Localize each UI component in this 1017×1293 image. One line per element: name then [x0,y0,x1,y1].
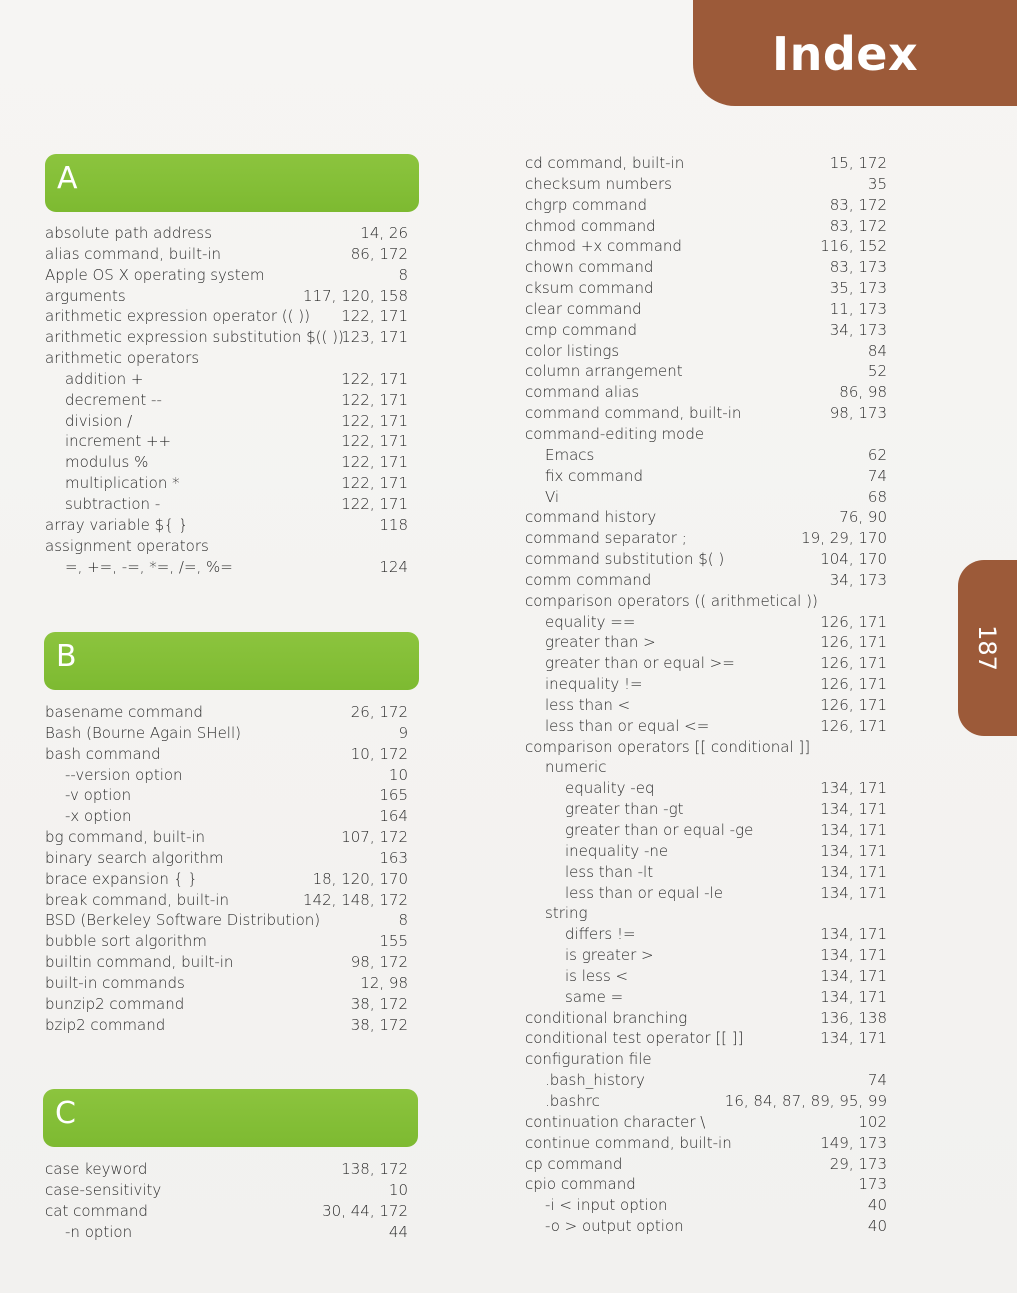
index-entry [525,216,887,237]
index-term: greater than or equal >= [545,654,735,673]
index-entry [45,869,408,890]
index-page-refs: 173 [858,1175,887,1194]
index-entry [525,757,887,778]
index-page-refs: 18, 120, 170 [312,869,408,888]
index-term: inequality != [545,675,643,694]
index-list-c-continued [525,153,887,1237]
index-term: arguments [45,286,126,305]
index-entry [45,1180,408,1201]
index-entry [45,744,408,765]
index-term: is greater > [565,946,654,965]
index-entry [45,890,408,911]
index-page-refs: 165 [379,786,408,805]
index-entry [45,265,408,286]
index-page-refs: 164 [379,807,408,826]
index-entry [45,806,408,827]
index-entry [45,931,408,952]
index-entry [45,515,408,536]
index-entry [525,1049,887,1070]
page-title: Index [772,27,919,81]
index-term: arithmetic expression operator (( )) [45,307,310,326]
index-term: cksum command [525,279,654,298]
index-page-refs: 76, 90 [839,508,887,527]
index-term: chown command [525,258,654,277]
index-term: -i < input option [545,1196,668,1215]
index-entry [525,903,887,924]
index-page-refs: 126, 171 [820,716,887,735]
index-entry [45,765,408,786]
index-page-refs: 134, 171 [820,946,887,965]
index-entry [525,987,887,1008]
index-entry [525,174,887,195]
index-entry [525,1174,887,1195]
index-page-refs: 134, 171 [820,779,887,798]
index-entry [45,910,408,931]
index-entry [525,528,887,549]
index-page-refs: 122, 171 [341,494,408,513]
index-page-refs: 122, 171 [341,432,408,451]
index-term: chmod command [525,216,656,235]
index-term: equality -eq [565,779,655,798]
index-page-refs: 74 [867,1071,887,1090]
index-page-refs: 62 [867,445,887,464]
index-term: Apple OS X operating system [45,265,265,284]
index-entry [45,369,408,390]
index-term: --version option [65,765,183,784]
index-page-refs: 34, 173 [829,570,887,589]
index-entry [45,1201,408,1222]
index-term: fix command [545,466,643,485]
index-term: -o > output option [545,1217,684,1236]
index-term: conditional test operator [[ ]] [525,1029,744,1048]
index-term: numeric [545,758,607,777]
index-term: alias command, built-in [45,244,222,263]
index-term: .bash_history [545,1071,645,1090]
index-term: addition + [65,369,144,388]
index-entry [45,223,408,244]
index-page-refs: 12, 98 [360,973,408,992]
index-entry [525,278,887,299]
index-entry [525,320,887,341]
index-entry [525,424,887,445]
index-term: assignment operators [45,536,209,555]
index-term: built-in commands [45,973,185,992]
index-page-refs: 134, 171 [820,800,887,819]
index-term: =, +=, -=, *=, /=, %= [65,557,233,576]
index-term: less than or equal <= [545,716,710,735]
index-entry [45,557,408,578]
index-entry [525,945,887,966]
index-page-refs: 10, 172 [350,744,408,763]
index-term: comm command [525,570,652,589]
index-page-refs: 117, 120, 158 [303,286,408,305]
index-page-refs: 35 [867,174,887,193]
index-term: command alias [525,383,640,402]
index-entry [45,994,408,1015]
index-page-refs: 8 [398,911,408,930]
index-entry [525,1070,887,1091]
index-page-refs: 142, 148, 172 [303,890,408,909]
index-page-refs: 34, 173 [829,320,887,339]
index-entry [45,848,408,869]
index-page-refs: 134, 171 [820,925,887,944]
index-entry [525,674,887,695]
index-page-refs: 104, 170 [820,550,887,569]
index-entry [45,327,408,348]
index-entry [525,382,887,403]
index-entry [525,549,887,570]
index-entry [525,820,887,841]
index-term: bg command, built-in [45,828,206,847]
index-entry [525,257,887,278]
index-entry [525,1091,887,1112]
index-page-refs: 86, 98 [839,383,887,402]
index-entry [525,236,887,257]
index-entry [525,653,887,674]
index-page-refs: 19, 29, 170 [801,529,887,548]
index-term: greater than or equal -ge [565,821,754,839]
index-term: less than -lt [565,862,654,881]
index-page-refs: 29, 173 [829,1154,887,1173]
index-page-refs: 74 [867,466,887,485]
index-term: chgrp command [525,195,648,214]
index-term: clear command [525,299,642,318]
index-entry [45,827,408,848]
index-term: conditional branching [525,1008,688,1027]
index-term: increment ++ [65,432,172,451]
page-number: 187 [973,625,1001,671]
index-page-refs: 40 [867,1196,887,1215]
index-term: BSD (Berkeley Software Distribution) [45,911,321,930]
index-term: division / [65,411,133,430]
index-term: bash command [45,744,161,763]
section-header-b [44,632,419,690]
index-term: checksum numbers [525,174,672,193]
index-term: less than or equal -le [565,883,723,902]
index-entry [525,299,887,320]
index-entry [525,862,887,883]
index-page-refs: 102 [858,1112,887,1131]
section-letter: B [56,639,77,674]
index-term: inequality -ne [565,841,669,860]
index-term: modulus % [65,453,149,472]
index-entry [45,494,408,515]
index-page-refs: 83, 173 [829,258,887,277]
index-term: differs != [565,925,636,944]
index-term: configuration file [525,1050,652,1069]
section-header-c [43,1089,418,1147]
index-page-refs: 16, 84, 87, 89, 95, 99 [724,1091,887,1110]
index-entry [45,1159,408,1180]
index-entry [525,1133,887,1154]
index-list-b [45,702,408,1036]
index-term: column arrangement [525,362,683,381]
index-entry [525,737,887,758]
index-term: multiplication * [65,474,180,493]
index-term: command history [525,508,657,527]
index-entry [45,1222,408,1243]
index-entry [45,431,408,452]
section-letter: C [55,1096,76,1131]
index-page-refs: 134, 171 [820,987,887,1006]
index-entry [45,973,408,994]
index-term: bzip2 command [45,1015,166,1034]
index-term: -v option [65,786,132,805]
index-entry [45,785,408,806]
index-page-refs: 14, 26 [360,224,408,242]
index-page-refs: 126, 171 [820,633,887,652]
index-term: cmp command [525,320,638,339]
index-term: Vi [545,487,560,506]
index-term: arithmetic expression substitution $(( )) [45,328,344,347]
index-entry [45,348,408,369]
index-term: array variable ${ } [45,515,189,534]
index-entry [45,952,408,973]
index-term: Bash (Bourne Again SHell) [45,723,241,742]
index-page-refs: 134, 171 [820,821,887,839]
index-term: brace expansion { } [45,869,198,888]
index-entry [45,702,408,723]
index-page-refs: 68 [867,487,887,506]
index-page-refs: 35, 173 [829,279,887,298]
index-list-a [45,223,408,577]
index-page-refs: 126, 171 [820,654,887,673]
index-page-refs: 122, 171 [341,390,408,409]
section-letter: A [57,161,78,196]
index-page-refs: 118 [379,515,408,534]
index-entry [45,244,408,265]
index-page-refs: 124 [379,557,408,576]
index-entry [525,632,887,653]
index-entry [525,507,887,528]
index-term: string [545,904,588,923]
index-term: cpio command [525,1175,636,1194]
index-page-refs: 134, 171 [820,841,887,860]
index-entry [525,841,887,862]
index-term: -n option [65,1222,133,1241]
index-term: greater than > [545,633,656,652]
index-entry [525,1008,887,1029]
index-entry [45,452,408,473]
index-page-refs: 44 [388,1222,408,1241]
index-term: chmod +x command [525,237,682,256]
index-entry [525,341,887,362]
index-page-refs: 83, 172 [829,195,887,214]
index-term: case-sensitivity [45,1180,162,1199]
index-entry [525,153,887,174]
index-entry [525,1154,887,1175]
index-term: bunzip2 command [45,994,185,1013]
index-term: command separator ; [525,529,687,548]
index-page-refs: 30, 44, 172 [322,1201,408,1220]
index-term: command substitution $( ) [525,550,725,569]
index-entry [525,1216,887,1237]
index-entry [525,570,887,591]
index-term: cat command [45,1201,148,1220]
index-term: bubble sort algorithm [45,932,207,951]
index-page-refs: 134, 171 [820,883,887,902]
index-term: basename command [45,703,203,721]
index-entry [525,778,887,799]
index-page-refs: 10 [388,765,408,784]
index-page-refs: 163 [379,848,408,867]
index-page-refs: 126, 171 [820,612,887,631]
index-page-refs: 40 [867,1217,887,1236]
index-entry [525,466,887,487]
index-entry [525,695,887,716]
index-term: subtraction - [65,494,161,513]
index-page-refs: 52 [867,362,887,381]
index-entry [525,612,887,633]
index-page-refs: 9 [398,723,408,742]
index-term: comparison operators (( arithmetical )) [525,591,818,610]
index-entry [525,361,887,382]
index-term: -x option [65,807,132,826]
index-entry [45,723,408,744]
index-page-refs: 84 [867,341,887,360]
index-page-refs: 98, 172 [350,953,408,972]
index-entry [525,799,887,820]
index-term: command-editing mode [525,424,705,443]
index-term: comparison operators [[ conditional ]] [525,737,811,756]
index-term: binary search algorithm [45,848,224,867]
index-entry [45,411,408,432]
index-term: equality == [545,612,636,631]
index-term: continuation character \ [525,1112,706,1131]
index-page-refs: 122, 171 [341,474,408,493]
index-entry [525,966,887,987]
index-term: arithmetic operators [45,349,200,368]
index-page-refs: 122, 171 [341,307,408,326]
index-entry [45,306,408,327]
index-term: command command, built-in [525,404,742,423]
index-list-c [45,1159,408,1242]
index-entry [45,536,408,557]
index-page-refs: 38, 172 [350,1015,408,1034]
index-entry [45,286,408,307]
index-page-refs: 126, 171 [820,695,887,714]
index-entry [525,1195,887,1216]
index-page-refs: 134, 171 [820,862,887,881]
index-term: absolute path address [45,224,213,242]
index-page-refs: 134, 171 [820,966,887,985]
index-page-refs: 86, 172 [350,244,408,263]
index-page-refs: 138, 172 [341,1160,408,1178]
index-page-refs: 98, 173 [829,404,887,423]
index-entry [45,390,408,411]
index-term: break command, built-in [45,890,229,909]
index-term: case keyword [45,1160,148,1178]
index-term: continue command, built-in [525,1133,732,1152]
index-page-refs: 122, 171 [341,411,408,430]
index-entry [525,1028,887,1049]
index-page-refs: 10 [388,1180,408,1199]
index-page-refs: 122, 171 [341,369,408,388]
index-term: less than < [545,695,631,714]
index-entry [525,403,887,424]
index-page-refs: 8 [398,265,408,284]
index-term: .bashrc [545,1091,600,1110]
index-term: cp command [525,1154,623,1173]
index-term: decrement -- [65,390,162,409]
index-page-refs: 126, 171 [820,675,887,694]
index-page-refs: 123, 171 [341,328,408,347]
index-term: builtin command, built-in [45,953,234,972]
index-page-refs: 83, 172 [829,216,887,235]
index-page-refs: 11, 173 [829,299,887,318]
index-page-refs: 136, 138 [820,1008,887,1027]
index-page-refs: 116, 152 [820,237,887,256]
index-entry [525,195,887,216]
index-entry [525,716,887,737]
index-page-refs: 155 [379,932,408,951]
index-page-refs: 15, 172 [829,154,887,172]
index-entry [525,445,887,466]
index-entry [45,1015,408,1036]
index-term: Emacs [545,445,595,464]
index-entry [525,1112,887,1133]
index-entry [525,487,887,508]
index-term: greater than -gt [565,800,684,819]
index-page-refs: 107, 172 [341,828,408,847]
index-entry [45,473,408,494]
index-term: cd command, built-in [525,154,685,172]
index-term: color listings [525,341,620,360]
index-entry [525,591,887,612]
index-term: is less < [565,966,629,985]
index-page-refs: 122, 171 [341,453,408,472]
index-page-refs: 26, 172 [350,703,408,721]
section-header-a [45,154,419,212]
index-term: same = [565,987,624,1006]
index-page-refs: 149, 173 [820,1133,887,1152]
index-entry [525,883,887,904]
index-page-refs: 134, 171 [820,1029,887,1048]
index-entry [525,924,887,945]
index-page-refs: 38, 172 [350,994,408,1013]
